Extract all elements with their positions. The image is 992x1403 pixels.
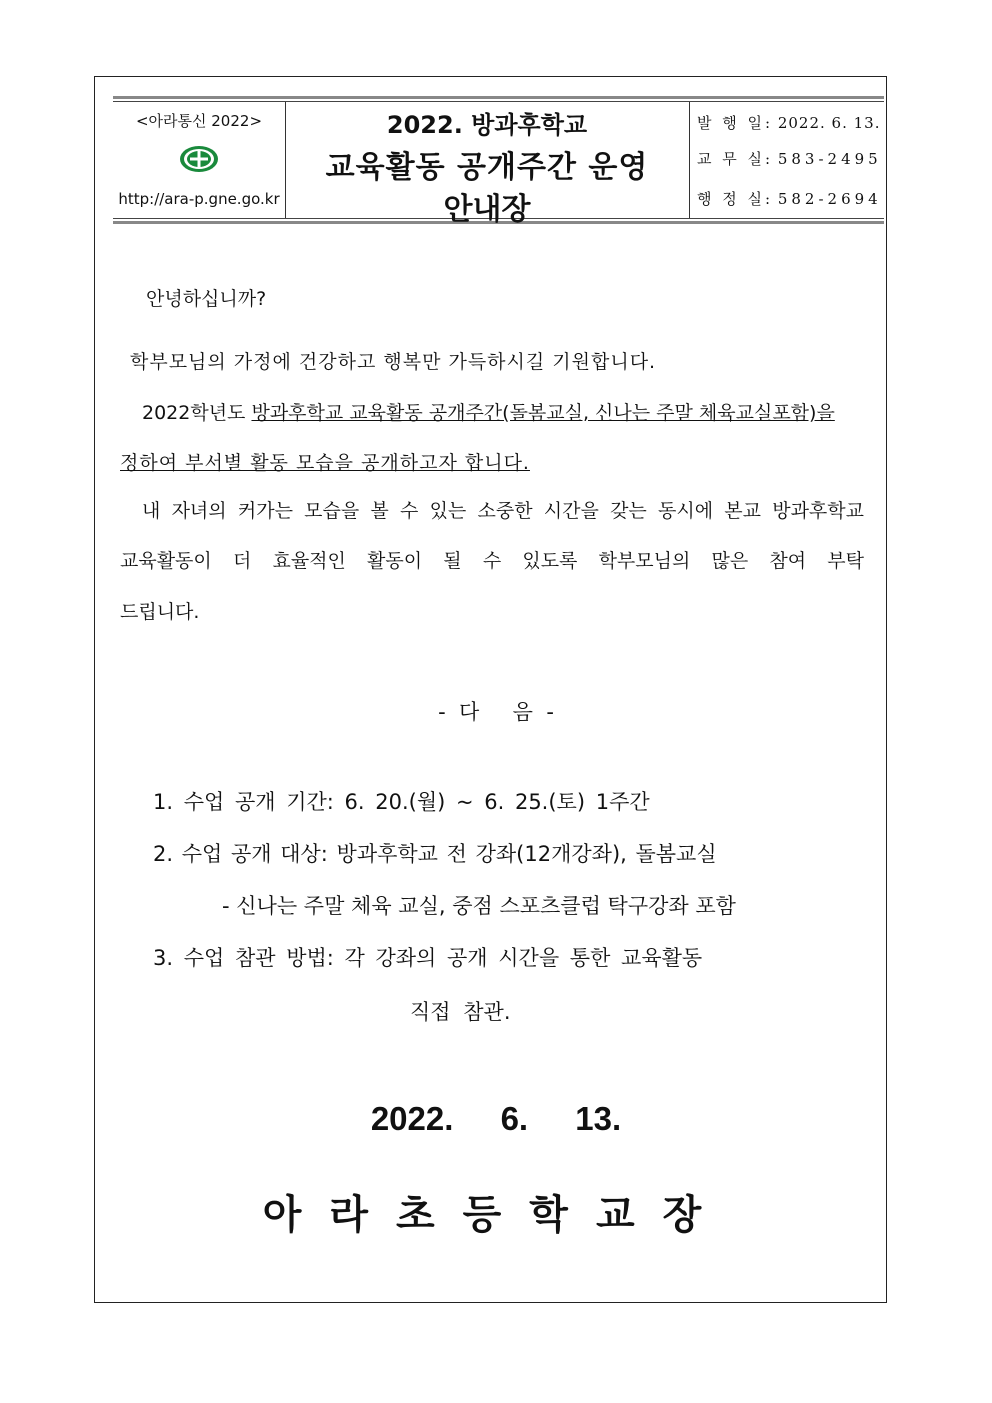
title-line-2: 교육활동 공개주간 운영 xyxy=(325,150,649,185)
wish-text: 학부모님의 가정에 건강하고 행복만 가득하시길 기원합니다. xyxy=(130,351,657,373)
header-divider-left xyxy=(285,102,286,218)
paragraph-1-underlined: 방과후학교 교육활동 공개주간(돌봄교실, 신나는 주말 체육교실포함)을 xyxy=(251,402,835,424)
notice-heading: - 다 음 - xyxy=(438,700,554,724)
paragraph-2-line-1: 내 자녀의 커가는 모습을 볼 수 있는 소중한 시간을 갖는 동시에 본교 방과후학교 xyxy=(142,500,864,522)
academic-office-row xyxy=(697,148,882,169)
notice-item-2-sub: - 신나는 주말 체육 교실, 중점 스포츠클럽 탁구강좌 포함 xyxy=(222,894,736,918)
issue-date-row xyxy=(697,112,881,133)
admin-office-row xyxy=(697,188,882,209)
paragraph-1-line-1 xyxy=(142,398,886,425)
newsletter-header xyxy=(113,96,884,226)
issue-date-footer: 2022. 6. 13. xyxy=(370,1100,622,1137)
paragraph-2-line-3: 드립니다. xyxy=(120,601,200,623)
principal-signature: 아라초등학교장 xyxy=(262,1192,730,1238)
header-divider-right xyxy=(689,102,690,218)
school-url-link[interactable]: http://ara-p.gne.go.kr xyxy=(118,190,280,208)
issue-date-value: 2022. 6. 13. xyxy=(777,114,881,132)
school-logo-icon xyxy=(179,144,219,174)
paragraph-1-prefix: 2022학년도 xyxy=(142,402,252,424)
academic-office-phone: 583-2495 xyxy=(777,150,882,168)
notice-item-2: 2. 수업 공개 대상: 방과후학교 전 강좌(12개강좌), 돌봄교실 xyxy=(153,842,717,866)
issue-date-label: 발 행 일: xyxy=(697,114,774,132)
header-info-cell xyxy=(693,102,884,218)
title-line-1: 2022. 방과후학교 xyxy=(386,111,588,139)
admin-office-phone: 582-2694 xyxy=(777,190,882,208)
paragraph-1-line-2: 정하여 부서별 활동 모습을 공개하고자 합니다. xyxy=(120,452,530,474)
greeting-text: 안녕하십니까? xyxy=(146,288,267,310)
header-left-cell xyxy=(113,102,285,218)
admin-office-label: 행 정 실: xyxy=(697,190,774,208)
header-title-cell xyxy=(287,102,687,227)
newsletter-name: <아라통신 2022> xyxy=(135,112,263,130)
header-top-rule xyxy=(113,96,884,99)
paragraph-2-line-2: 교육활동이 더 효율적인 활동이 될 수 있도록 학부모님의 많은 참여 부탁 xyxy=(120,550,864,572)
notice-item-3: 3. 수업 참관 방법: 각 강좌의 공개 시간을 통한 교육활동 xyxy=(153,946,703,970)
title-line-3: 안내장 xyxy=(443,192,531,227)
notice-item-1: 1. 수업 공개 기간: 6. 20.(월) ~ 6. 25.(토) 1주간 xyxy=(153,790,650,814)
academic-office-label: 교 무 실: xyxy=(697,150,774,168)
notice-item-3-continuation: 직접 참관. xyxy=(410,1000,511,1024)
